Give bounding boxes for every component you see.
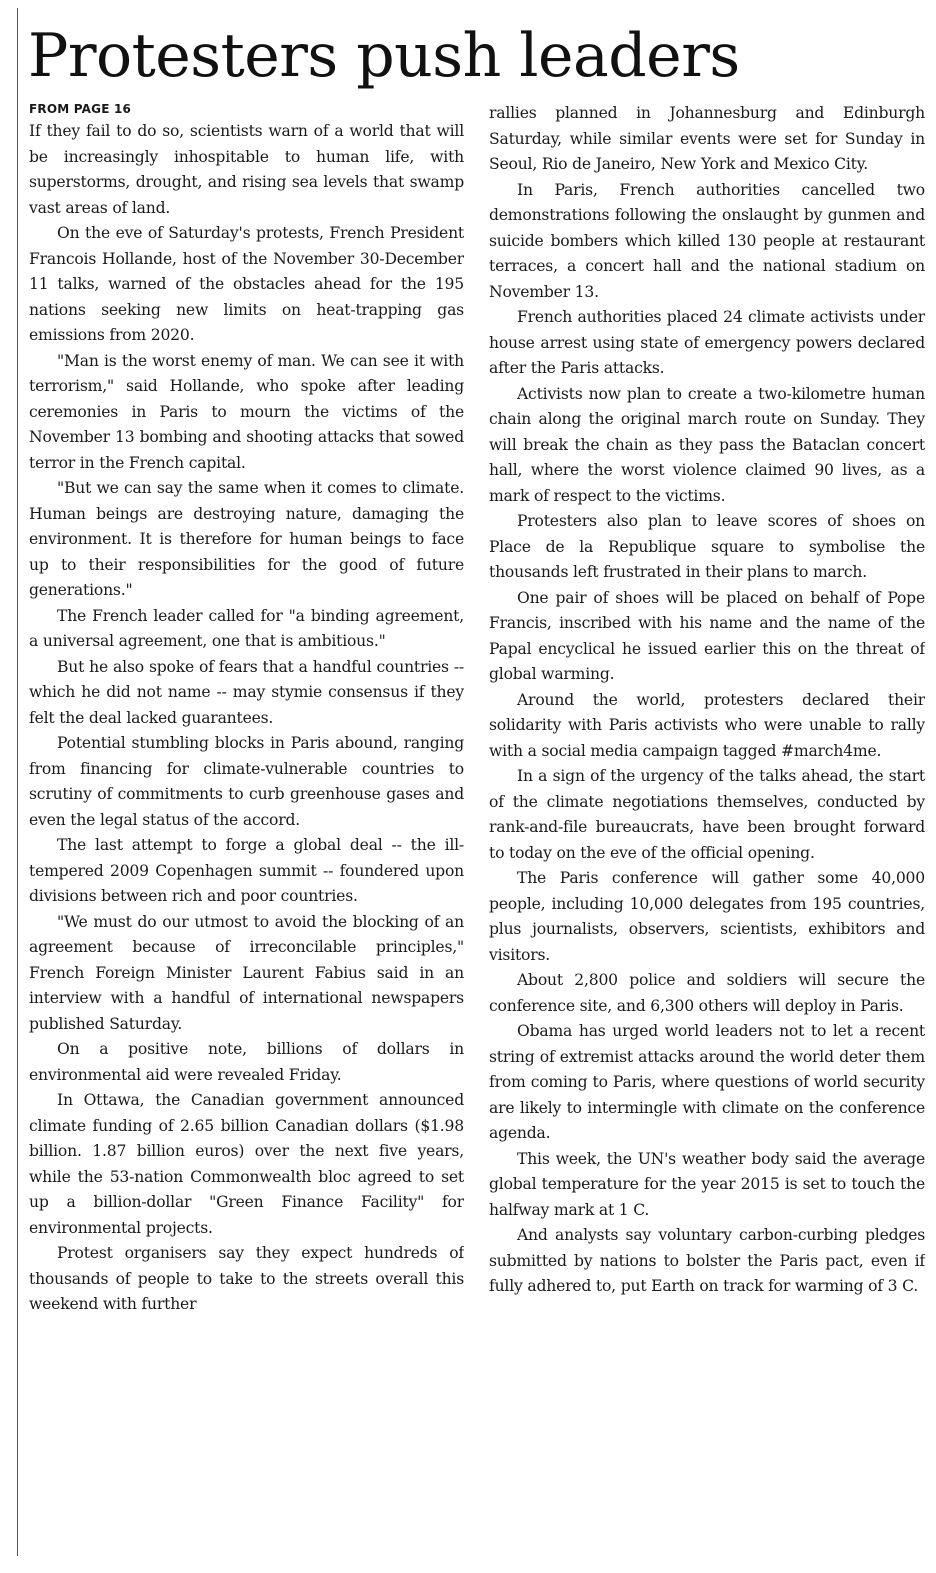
paragraph: One pair of shoes will be placed on behalf of Pope Francis, inscribed with his name and the name of the Papal encyclical he issued earlier this on the threat of global warming. <box>489 588 925 683</box>
paragraph: In Ottawa, the Canadian government announced climate funding of 2.65 billion Canadian dollars ($1.98 billion. 1.87 billion euros) over the next five years, while the 53-nation Commonwealth bloc agreed to set up a billion-dollar "Green Finance Facility" for environmental projects. <box>29 1091 464 1237</box>
paragraph: The last attempt to forge a global deal -- the ill-tempered 2009 Copenhagen summit -- foundered upon divisions between rich and poor countries. <box>29 836 464 905</box>
paragraph: On a positive note, billions of dollars in environmental aid were revealed Friday. <box>29 1040 464 1084</box>
paragraph: In Paris, French authorities cancelled two demonstrations following the onslaught by gunmen and suicide bombers which killed 130 people at restaurant terraces, a concert hall and the national stadium on November 13. <box>489 180 925 301</box>
paragraph: Protesters also plan to leave scores of shoes on Place de la Republique square to symbolise the thousands left frustrated in their plans to march. <box>489 512 925 581</box>
paragraph: This week, the UN's weather body said the average global temperature for the year 2015 is set to touch the halfway mark at 1 C. <box>489 1149 925 1219</box>
paragraph: French authorities placed 24 climate activists under house arrest using state of emergency powers declared after the Paris attacks. <box>489 308 925 377</box>
paragraph: The Paris conference will gather some 40,000 people, including 10,000 delegates from 195 countries, plus journalists, observers, scientists, exhibitors and visitors. <box>489 869 925 964</box>
paragraph: "But we can say the same when it comes to climate. Human beings are destroying nature, damaging the environment. It is therefore for human beings to face up to their responsibilities for the good of future generations." <box>29 479 464 599</box>
paragraph: On the eve of Saturday's protests, French President Francois Hollande, host of the November 30-December 11 talks, warned of the obstacles ahead for the 195 nations seeking new limits on heat-trapping gas emissions from 2020. <box>29 224 464 344</box>
paragraph: And analysts say voluntary carbon-curbing pledges submitted by nations to bolster the Paris pact, even if fully adhered to, put Earth on track for warming of 3 C. <box>489 1226 925 1295</box>
paragraph: Protest organisers say they expect hundreds of thousands of people to take to the streets overall this weekend with further <box>29 1244 464 1313</box>
paragraph: Obama has urged world leaders not to let a recent string of extremist attacks around the world deter them from coming to Paris, where questions of world security are likely to intermingle with climate on the conference agenda. <box>489 1022 925 1142</box>
continuation-kicker: FROM PAGE 16 <box>29 102 132 116</box>
headline: Protesters push leaders <box>28 21 740 91</box>
paragraph: "We must do our utmost to avoid the blocking of an agreement because of irreconcilable principles," French Foreign Minister Laurent Fabius said in an interview with a handful of international newspapers published Saturday. <box>29 912 464 1033</box>
paragraph: If they fail to do so, scientists warn of a world that will be increasingly inhospitable to human life, with superstorms, drought, and rising sea levels that swamp vast areas of land. <box>29 122 464 217</box>
article-column-left <box>29 100 464 1560</box>
paragraph: Around the world, protesters declared their solidarity with Paris activists who were unable to rally with a social media campaign tagged #march4me. <box>489 690 925 760</box>
paragraph: About 2,800 police and soldiers will secure the conference site, and 6,300 others will deploy in Paris. <box>489 971 925 1015</box>
column-rule <box>17 8 18 1556</box>
paragraph: Potential stumbling blocks in Paris abound, ranging from financing for climate-vulnerable countries to scrutiny of commitments to curb greenhouse gases and even the legal status of the accord. <box>29 734 464 829</box>
paragraph: "Man is the worst enemy of man. We can see it with terrorism," said Hollande, who spoke after leading ceremonies in Paris to mourn the victims of the November 13 bombing and shooting attacks that sowed terror in the French capital. <box>29 351 464 472</box>
paragraph: In a sign of the urgency of the talks ahead, the start of the climate negotiations themselves, conducted by rank-and-file bureaucrats, have been brought forward to today on the eve of the official opening. <box>489 767 925 862</box>
paragraph: Activists now plan to create a two-kilometre human chain along the original march route on Sunday. They will break the chain as they pass the Bataclan concert hall, where the worst violence claimed 90 lives, as a mark of respect to the victims. <box>489 384 925 505</box>
paragraph: But he also spoke of fears that a handful countries -- which he did not name -- may stymie consensus if they felt the deal lacked guarantees. <box>29 657 464 727</box>
article-column-right <box>489 101 925 1561</box>
paragraph: rallies planned in Johannesburg and Edinburgh Saturday, while similar events were set for Sunday in Seoul, Rio de Janeiro, New York and Mexico City. <box>489 104 925 173</box>
paragraph: The French leader called for "a binding agreement, a universal agreement, one that is ambitious." <box>29 606 464 650</box>
